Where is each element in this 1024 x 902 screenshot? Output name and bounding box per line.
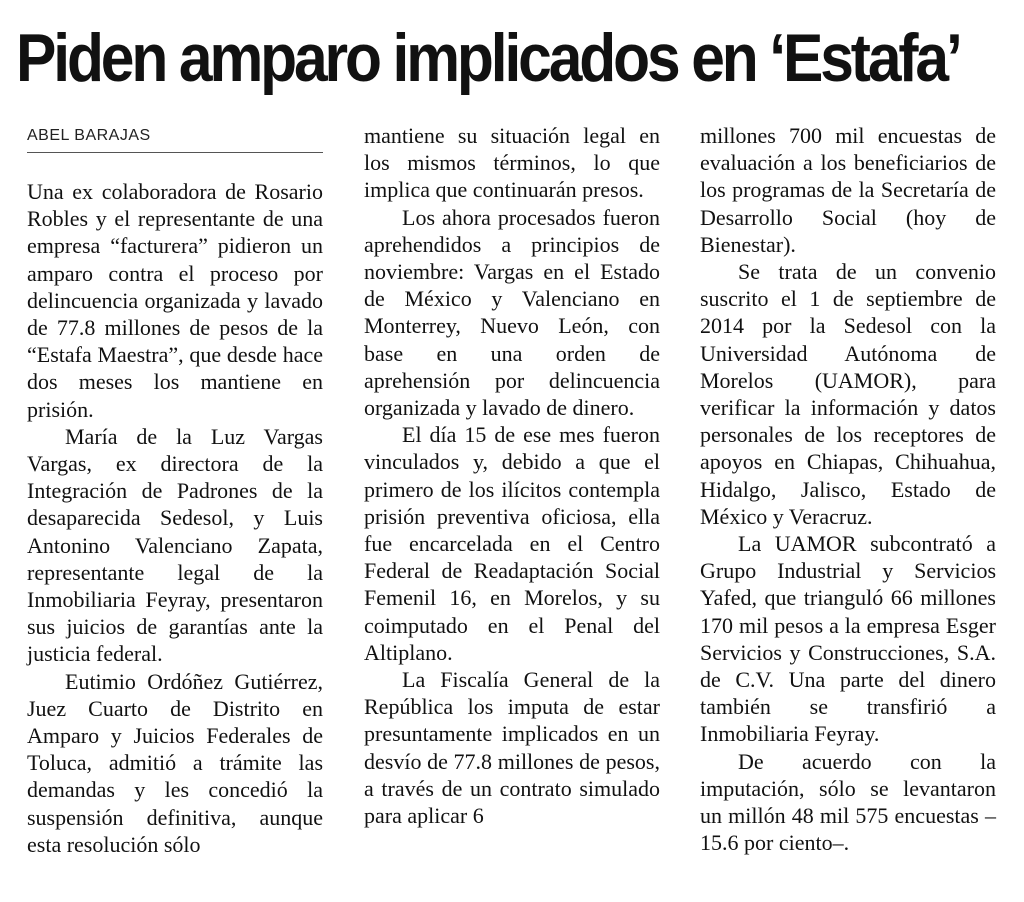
- article-paragraph: La Fiscalía General de la República los imputa de estar presuntamente implicados en un desvío de 77.8 millones de pesos, a través de un contrato simulado para aplicar 6: [364, 667, 660, 829]
- article-paragraph: La UAMOR subcontrató a Grupo Industrial y Servicios Yafed, que trianguló 66 millones 170 mil pesos a la empresa Esger Servicios y Construcciones, S.A. de C.V. Una parte del dinero también se transfirió a Inmobiliaria Feyray.: [700, 531, 996, 747]
- article-paragraph: Una ex colaboradora de Rosario Robles y el representante de una empresa “facturera” pidieron un amparo contra el proceso por delincuencia organizada y lavado de 77.8 millones de pesos de la “Estafa Maestra”, que desde hace dos meses los mantiene en prisión.: [27, 179, 323, 422]
- article-paragraph-continued: mantiene su situación legal en los mismos términos, lo que implica que continuarán presos.: [364, 123, 660, 203]
- article-paragraph: De acuerdo con la imputación, sólo se levantaron un millón 48 mil 575 encuestas –15.6 por ciento–.: [700, 748, 996, 856]
- article-paragraph: Se trata de un convenio suscrito el 1 de septiembre de 2014 por la Sedesol con la Universidad Autónoma de Morelos (UAMOR), para verificar la información y datos personales de los receptores de apoyos en Chiapas, Chihuahua, Hidalgo, Jalisco, Estado de México y Veracruz.: [700, 259, 996, 529]
- article-column-3: [700, 122, 996, 856]
- article-byline: ABEL BARAJAS: [27, 127, 151, 144]
- article-paragraph: Eutimio Ordóñez Gutiérrez, Juez Cuarto de Distrito en Amparo y Juicios Federales de Toluca, admitió a trámite las demandas y les concedió la suspensión definitiva, aunque esta resolución sólo: [27, 668, 323, 857]
- article-paragraph: María de la Luz Vargas Vargas, ex directora de la Integración de Padrones de la desaparecida Sedesol, y Luis Antonino Valenciano Zapata, representante legal de la Inmobiliaria Feyray, presentaron sus juicios de garantías ante la justicia federal.: [27, 423, 323, 667]
- article-column-1: [27, 178, 323, 858]
- article-paragraph: Los ahora procesados fueron aprehendidos a principios de noviembre: Vargas en el Estado de México y Valenciano en Monterrey, Nuevo León, con base en una orden de aprehensión por delincuencia organizada y lavado de dinero.: [364, 204, 660, 421]
- article-paragraph-continued: millones 700 mil encuestas de evaluación a los beneficiarios de los programas de la Secretaría de Desarrollo Social (hoy de Bienestar).: [700, 123, 996, 257]
- article-column-2: [364, 122, 660, 829]
- byline-divider: [27, 152, 323, 153]
- article-paragraph: El día 15 de ese mes fueron vinculados y, debido a que el primero de los ilícitos contempla prisión preventiva oficiosa, ella fue encarcelada en el Centro Federal de Readaptación Social Femenil 16, en Morelos, y su coimputado en el Penal del Altiplano.: [364, 422, 660, 665]
- article-headline: Piden amparo implicados en ‘Estafa’: [16, 20, 960, 96]
